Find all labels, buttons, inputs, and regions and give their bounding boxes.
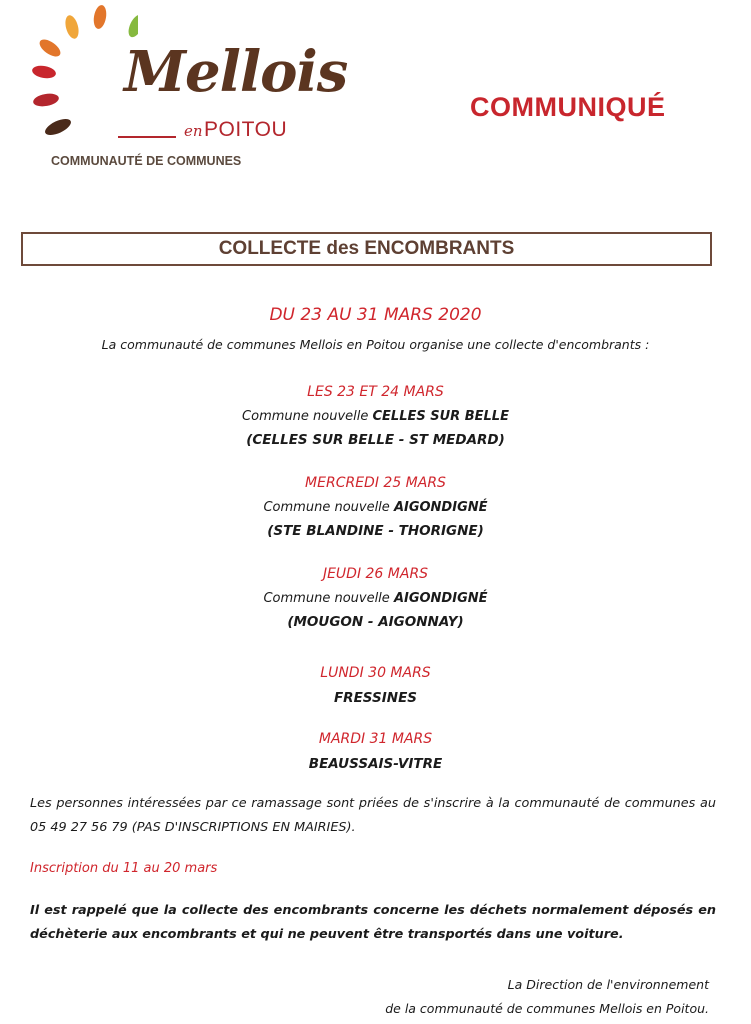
title-box (21, 232, 712, 266)
logo-en: en (184, 122, 203, 140)
schedule-places: (MOUGON - AIGONNAY) (287, 614, 464, 630)
schedule-date: MERCREDI 25 MARS (305, 475, 446, 491)
logo-subtitle: COMMUNAUTÉ DE COMMUNES (51, 154, 242, 168)
document-title: COLLECTE des ENCOMBRANTS (218, 238, 515, 259)
mellois-logo (28, 0, 348, 180)
reminder-paragraph: Il est rappelé que la collecte des encombrants concerne les déchets normalement déposés en déchèterie aux encombrants et qui ne peuvent être transportés dans une voiture. (30, 903, 716, 942)
signature-line-2: de la communauté de communes Mellois en Poitou. (385, 1001, 709, 1016)
schedule-places: BEAUSSAIS-VITRE (308, 756, 443, 772)
schedule-date: MARDI 31 MARS (318, 731, 433, 747)
communique-heading: COMMUNIQUÉ (470, 92, 666, 122)
leaves-logo-icon (28, 0, 138, 150)
logo-region: POITOU (204, 118, 288, 141)
date-range: DU 23 AU 31 MARS 2020 (269, 305, 482, 325)
schedule-commune: Commune nouvelle CELLES SUR BELLE (242, 409, 509, 424)
schedule-places: (STE BLANDINE - THORIGNE) (267, 523, 484, 539)
info-paragraph: Les personnes intéressées par ce ramassage sont priées de s'inscrire à la communauté de communes au 05 49 27 56 79 (PAS D'INSCRIPTIONS EN MAIRIES). (30, 796, 716, 835)
schedule-item (0, 475, 751, 539)
logo-divider (118, 136, 176, 138)
schedule-date: LUNDI 30 MARS (320, 665, 431, 681)
schedule-places: FRESSINES (333, 690, 418, 706)
schedule-item (0, 665, 751, 706)
schedule-places: (CELLES SUR BELLE - ST MEDARD) (246, 432, 505, 448)
schedule-date: LES 23 ET 24 MARS (307, 384, 444, 400)
logo-name: Mellois (124, 39, 348, 105)
inscription-period: Inscription du 11 au 20 mars (30, 861, 218, 876)
intro-text: La communauté de communes Mellois en Poitou organise une collecte d'encombrants : (101, 337, 650, 352)
schedule-date: JEUDI 26 MARS (322, 566, 429, 582)
schedule-commune: Commune nouvelle AIGONDIGNÉ (263, 500, 488, 515)
schedule-commune: Commune nouvelle AIGONDIGNÉ (263, 591, 488, 606)
schedule-item (0, 566, 751, 630)
schedule-item (0, 731, 751, 772)
signature-line-1: La Direction de l'environnement (507, 977, 709, 992)
schedule-item (0, 384, 751, 448)
